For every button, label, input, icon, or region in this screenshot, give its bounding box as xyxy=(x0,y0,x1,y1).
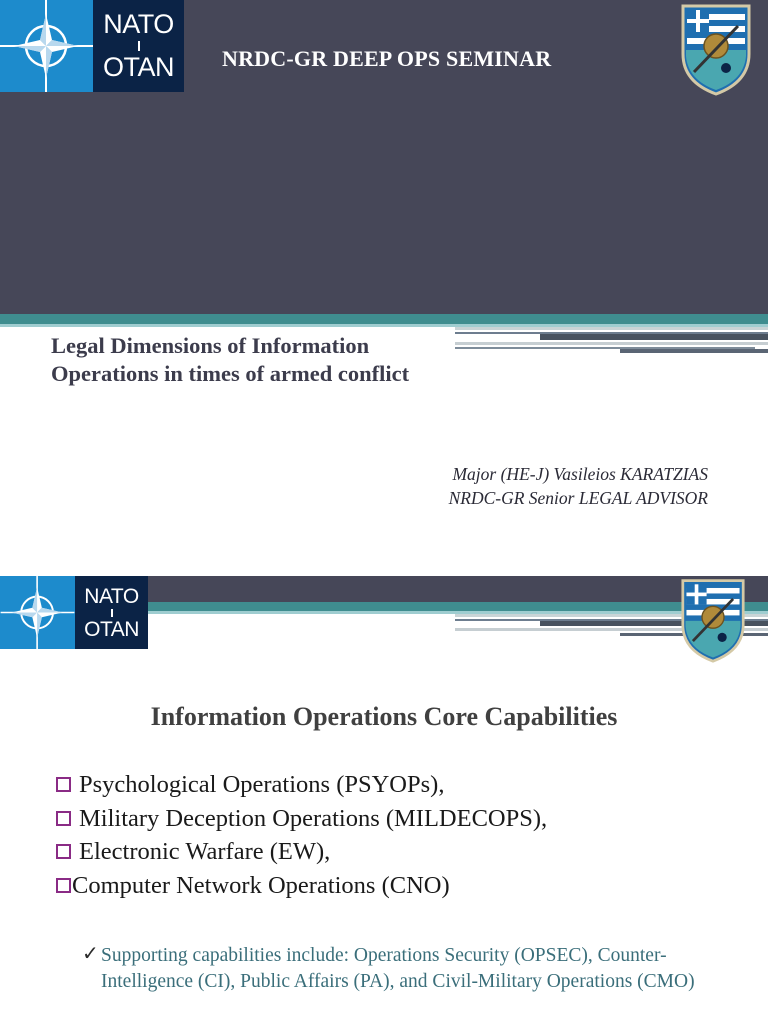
header-band xyxy=(148,576,768,602)
accent-stripe xyxy=(455,342,768,345)
checkbox-bullet-icon xyxy=(56,878,71,893)
capabilities-list xyxy=(56,768,547,902)
nato-compass-icon xyxy=(0,576,75,649)
greek-crest-icon xyxy=(680,577,746,663)
list-item: Computer Network Operations (CNO) xyxy=(56,869,547,903)
slide-title: Information Operations Core Capabilities xyxy=(150,702,618,731)
accent-stripe xyxy=(620,349,768,353)
nato-logo xyxy=(0,576,148,649)
accent-stripe xyxy=(540,334,768,340)
checkbox-bullet-icon xyxy=(56,844,71,859)
presenter-block xyxy=(449,462,708,510)
nato-wordmark: NATO OTAN xyxy=(93,0,184,92)
nato-compass-icon xyxy=(0,0,93,92)
supporting-capabilities: ✓ Supporting capabilities include: Operations Security (OPSEC), Counter-Intelligence (CI), Public Affairs (PA), and Civil-Military Operations (CMO) xyxy=(82,943,695,992)
checkbox-bullet-icon xyxy=(56,777,71,792)
list-item: Psychological Operations (PSYOPs), xyxy=(56,768,547,802)
presenter-role: NRDC-GR Senior LEGAL ADVISOR xyxy=(448,488,708,508)
check-icon: ✓ xyxy=(82,943,99,965)
presenter-name: Major (HE-J) Vasileios KARATZIAS xyxy=(452,464,708,484)
presentation-title: Legal Dimensions of Information Operations in times of armed conflict xyxy=(51,333,410,386)
list-item: Military Deception Operations (MILDECOPS), xyxy=(56,802,547,836)
seminar-title: NRDC-GR DEEP OPS SEMINAR xyxy=(222,46,552,71)
list-item: Electronic Warfare (EW), xyxy=(56,835,547,869)
nato-logo xyxy=(0,0,184,92)
nato-wordmark: NATO OTAN xyxy=(75,576,148,649)
content-slide xyxy=(0,576,768,1024)
accent-stripe xyxy=(455,327,768,330)
greek-crest-icon xyxy=(680,2,752,96)
accent-stripe xyxy=(148,602,768,611)
accent-stripe xyxy=(0,314,768,324)
checkbox-bullet-icon xyxy=(56,811,71,826)
